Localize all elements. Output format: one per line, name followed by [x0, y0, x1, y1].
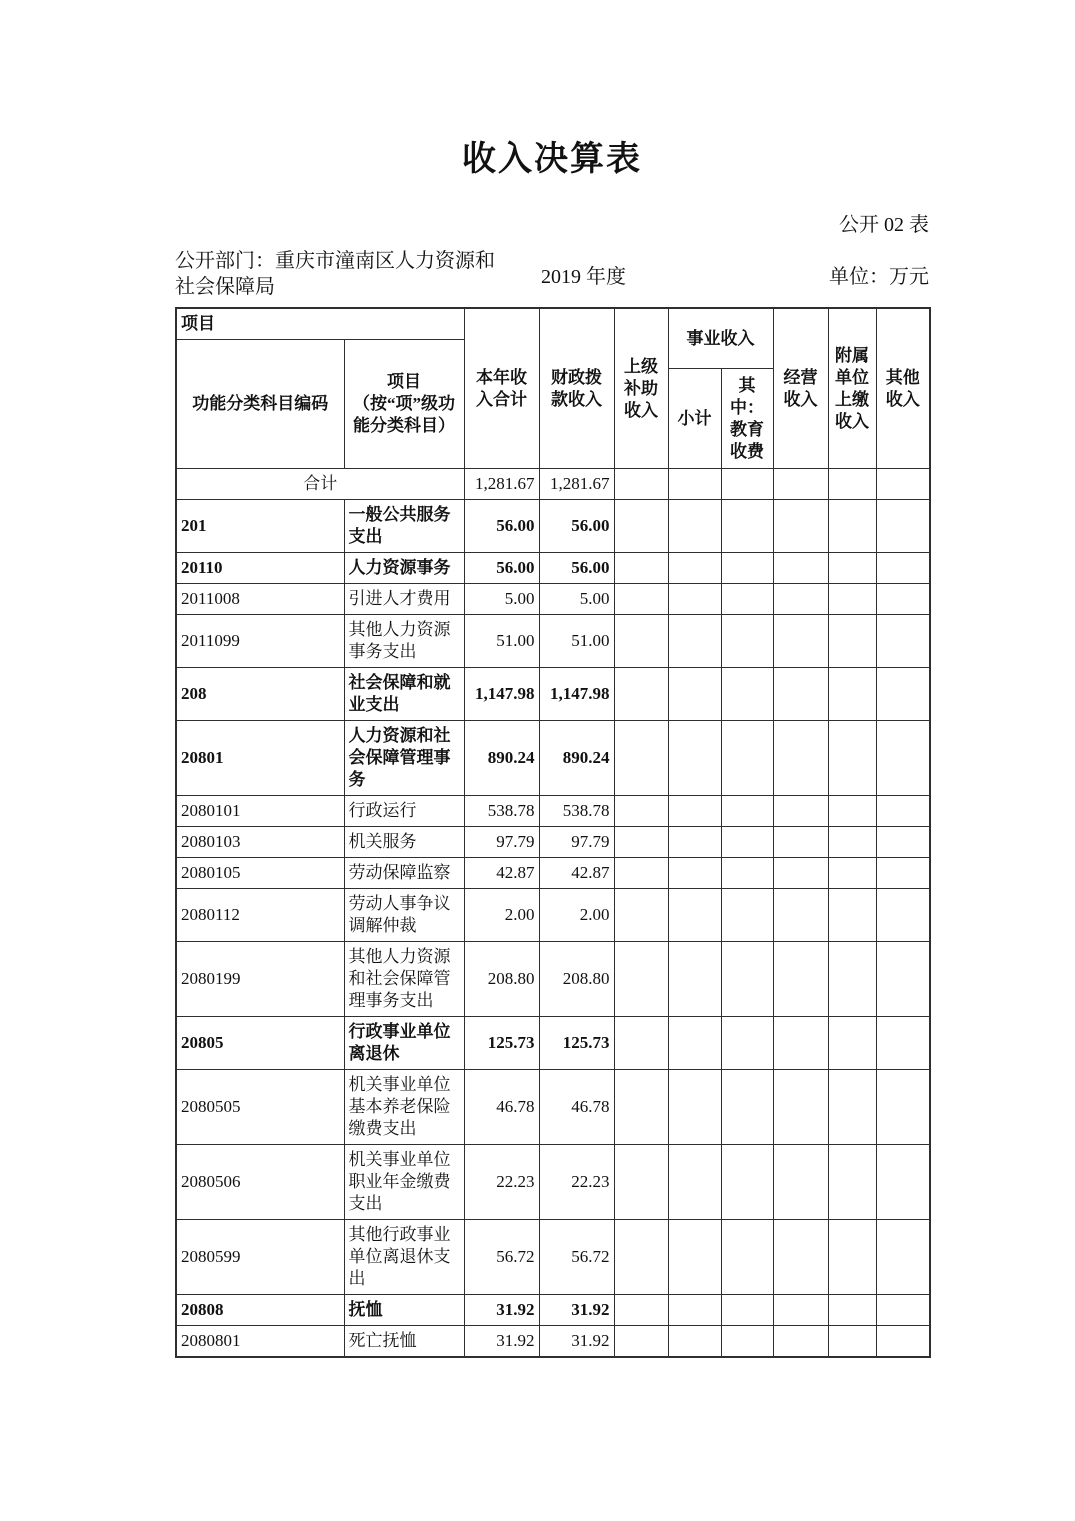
other-income-cell: [876, 1295, 930, 1326]
code-cell: 20808: [176, 1295, 344, 1326]
header-item-name: 项目（按“项”级功能分类科目）: [344, 340, 464, 469]
education-fee-cell: [721, 827, 773, 858]
superior-subsidy-cell: [614, 942, 668, 1017]
operating-income-cell: [773, 1295, 828, 1326]
business-subtotal-cell: [668, 721, 721, 796]
name-cell: 抚恤: [344, 1295, 464, 1326]
other-income-cell: [876, 1070, 930, 1145]
education-fee-cell: [721, 1220, 773, 1295]
name-cell: 劳动人事争议调解仲裁: [344, 889, 464, 942]
affiliated-remit-cell: [828, 858, 876, 889]
code-cell: 2080112: [176, 889, 344, 942]
education-fee-cell: [721, 1295, 773, 1326]
code-cell: 2080103: [176, 827, 344, 858]
document-content: [175, 0, 929, 1358]
education-fee-cell: [721, 889, 773, 942]
name-cell: 行政运行: [344, 796, 464, 827]
fiscal-year-label: 2019 年度: [541, 265, 626, 288]
header-other-income: 其他收入: [876, 308, 930, 469]
fiscal-allocation-cell: 2.00: [539, 889, 614, 942]
operating-income-cell: [773, 942, 828, 1017]
total-income-cell: 51.00: [464, 615, 539, 668]
unit-label: 单位：万元: [829, 265, 929, 288]
other-income-cell: [876, 1145, 930, 1220]
business-subtotal-cell: [668, 615, 721, 668]
name-cell: 机关事业单位职业年金缴费支出: [344, 1145, 464, 1220]
fiscal-allocation-cell: 42.87: [539, 858, 614, 889]
business-subtotal-cell: [668, 1145, 721, 1220]
total-income-cell: 22.23: [464, 1145, 539, 1220]
operating-income-cell: [773, 553, 828, 584]
total-income-cell: 56.00: [464, 500, 539, 553]
other-income-cell: [876, 827, 930, 858]
name-cell: 劳动保障监察: [344, 858, 464, 889]
table-row: [176, 1295, 930, 1326]
header-business-subtotal: 小计: [668, 369, 721, 469]
table-row: [176, 827, 930, 858]
affiliated-remit-cell: [828, 668, 876, 721]
business-subtotal-cell: [668, 889, 721, 942]
code-cell: 201: [176, 500, 344, 553]
affiliated-remit-cell: [828, 1220, 876, 1295]
superior-subsidy-cell: [614, 1326, 668, 1358]
total-income-cell: 1,281.67: [464, 469, 539, 500]
table-row: [176, 942, 930, 1017]
fiscal-allocation-cell: 5.00: [539, 584, 614, 615]
education-fee-cell: [721, 721, 773, 796]
total-income-cell: 125.73: [464, 1017, 539, 1070]
name-cell: 社会保障和就业支出: [344, 668, 464, 721]
affiliated-remit-cell: [828, 796, 876, 827]
total-income-cell: 890.24: [464, 721, 539, 796]
code-cell: 2080105: [176, 858, 344, 889]
other-income-cell: [876, 796, 930, 827]
total-income-cell: 1,147.98: [464, 668, 539, 721]
total-income-cell: 31.92: [464, 1326, 539, 1358]
name-cell: 一般公共服务支出: [344, 500, 464, 553]
table-row: [176, 469, 930, 500]
operating-income-cell: [773, 889, 828, 942]
code-cell: 2011099: [176, 615, 344, 668]
superior-subsidy-cell: [614, 1220, 668, 1295]
table-row: [176, 721, 930, 796]
affiliated-remit-cell: [828, 584, 876, 615]
code-cell: 20801: [176, 721, 344, 796]
table-row: [176, 553, 930, 584]
code-cell: 2080101: [176, 796, 344, 827]
department-label: [175, 248, 533, 300]
education-fee-cell: [721, 469, 773, 500]
department-line2: 社会保障局: [175, 276, 275, 298]
header-superior-subsidy: 上级补助收入: [614, 308, 668, 469]
header-row-1: [176, 308, 930, 340]
fiscal-allocation-cell: 31.92: [539, 1326, 614, 1358]
fiscal-allocation-cell: 208.80: [539, 942, 614, 1017]
superior-subsidy-cell: [614, 889, 668, 942]
superior-subsidy-cell: [614, 1017, 668, 1070]
code-cell: 2011008: [176, 584, 344, 615]
affiliated-remit-cell: [828, 721, 876, 796]
fiscal-allocation-cell: 56.00: [539, 500, 614, 553]
total-income-cell: 56.72: [464, 1220, 539, 1295]
table-row: [176, 796, 930, 827]
superior-subsidy-cell: [614, 796, 668, 827]
business-subtotal-cell: [668, 796, 721, 827]
superior-subsidy-cell: [614, 553, 668, 584]
code-cell: 2080801: [176, 1326, 344, 1358]
education-fee-cell: [721, 668, 773, 721]
other-income-cell: [876, 1326, 930, 1358]
business-subtotal-cell: [668, 1220, 721, 1295]
affiliated-remit-cell: [828, 827, 876, 858]
other-income-cell: [876, 615, 930, 668]
total-income-cell: 538.78: [464, 796, 539, 827]
superior-subsidy-cell: [614, 1295, 668, 1326]
name-cell: 死亡抚恤: [344, 1326, 464, 1358]
education-fee-cell: [721, 1326, 773, 1358]
affiliated-remit-cell: [828, 1017, 876, 1070]
page-title: 收入决算表: [462, 140, 642, 178]
operating-income-cell: [773, 1220, 828, 1295]
affiliated-remit-cell: [828, 1326, 876, 1358]
business-subtotal-cell: [668, 858, 721, 889]
operating-income-cell: [773, 1326, 828, 1358]
education-fee-cell: [721, 1017, 773, 1070]
form-number-label: 公开 02 表: [839, 214, 929, 236]
code-cell: 2080199: [176, 942, 344, 1017]
other-income-cell: [876, 469, 930, 500]
operating-income-cell: [773, 1017, 828, 1070]
education-fee-cell: [721, 500, 773, 553]
header-business-income: 事业收入: [668, 308, 773, 369]
table-row: [176, 1070, 930, 1145]
fiscal-allocation-cell: 890.24: [539, 721, 614, 796]
fiscal-allocation-cell: 31.92: [539, 1295, 614, 1326]
name-cell: 其他人力资源和社会保障管理事务支出: [344, 942, 464, 1017]
operating-income-cell: [773, 721, 828, 796]
other-income-cell: [876, 584, 930, 615]
business-subtotal-cell: [668, 469, 721, 500]
table-row: [176, 1145, 930, 1220]
fiscal-allocation-cell: 1,281.67: [539, 469, 614, 500]
education-fee-cell: [721, 1145, 773, 1220]
affiliated-remit-cell: [828, 500, 876, 553]
business-subtotal-cell: [668, 1326, 721, 1358]
total-income-cell: 46.78: [464, 1070, 539, 1145]
business-subtotal-cell: [668, 827, 721, 858]
code-cell: 2080505: [176, 1070, 344, 1145]
business-subtotal-cell: [668, 584, 721, 615]
total-income-cell: 97.79: [464, 827, 539, 858]
operating-income-cell: [773, 500, 828, 553]
affiliated-remit-cell: [828, 889, 876, 942]
total-income-cell: 31.92: [464, 1295, 539, 1326]
superior-subsidy-cell: [614, 827, 668, 858]
fiscal-allocation-cell: 125.73: [539, 1017, 614, 1070]
other-income-cell: [876, 1017, 930, 1070]
education-fee-cell: [721, 942, 773, 1017]
fiscal-allocation-cell: 46.78: [539, 1070, 614, 1145]
total-income-cell: 5.00: [464, 584, 539, 615]
operating-income-cell: [773, 668, 828, 721]
business-subtotal-cell: [668, 1070, 721, 1145]
total-income-cell: 208.80: [464, 942, 539, 1017]
operating-income-cell: [773, 469, 828, 500]
code-cell: 2080506: [176, 1145, 344, 1220]
table-row: [176, 1220, 930, 1295]
table-row: [176, 500, 930, 553]
table-row: [176, 1326, 930, 1358]
name-cell: 人力资源和社会保障管理事务: [344, 721, 464, 796]
header-affiliated-remit: 附属单位上缴收入: [828, 308, 876, 469]
affiliated-remit-cell: [828, 469, 876, 500]
header-code: 功能分类科目编码: [176, 340, 344, 469]
operating-income-cell: [773, 827, 828, 858]
education-fee-cell: [721, 1070, 773, 1145]
superior-subsidy-cell: [614, 500, 668, 553]
operating-income-cell: [773, 796, 828, 827]
affiliated-remit-cell: [828, 615, 876, 668]
other-income-cell: [876, 668, 930, 721]
code-cell: 2080599: [176, 1220, 344, 1295]
affiliated-remit-cell: [828, 1145, 876, 1220]
other-income-cell: [876, 721, 930, 796]
other-income-cell: [876, 858, 930, 889]
business-subtotal-cell: [668, 1295, 721, 1326]
affiliated-remit-cell: [828, 1295, 876, 1326]
affiliated-remit-cell: [828, 942, 876, 1017]
operating-income-cell: [773, 1070, 828, 1145]
header-item: 项目: [176, 308, 464, 340]
revenue-table: [175, 307, 931, 1358]
fiscal-allocation-cell: 538.78: [539, 796, 614, 827]
name-cell: 人力资源事务: [344, 553, 464, 584]
superior-subsidy-cell: [614, 858, 668, 889]
table-row: [176, 858, 930, 889]
business-subtotal-cell: [668, 1017, 721, 1070]
table-row: [176, 1017, 930, 1070]
business-subtotal-cell: [668, 553, 721, 584]
education-fee-cell: [721, 858, 773, 889]
education-fee-cell: [721, 584, 773, 615]
other-income-cell: [876, 500, 930, 553]
other-income-cell: [876, 942, 930, 1017]
header-fiscal-allocation: 财政拨款收入: [539, 308, 614, 469]
operating-income-cell: [773, 1145, 828, 1220]
header-operating-income: 经营收入: [773, 308, 828, 469]
superior-subsidy-cell: [614, 584, 668, 615]
fiscal-allocation-cell: 51.00: [539, 615, 614, 668]
code-cell: 20110: [176, 553, 344, 584]
department-line1: 公开部门：重庆市潼南区人力资源和: [175, 250, 495, 272]
operating-income-cell: [773, 584, 828, 615]
business-subtotal-cell: [668, 668, 721, 721]
affiliated-remit-cell: [828, 553, 876, 584]
business-subtotal-cell: [668, 500, 721, 553]
fiscal-allocation-cell: 1,147.98: [539, 668, 614, 721]
total-income-cell: 42.87: [464, 858, 539, 889]
name-cell: 其他行政事业单位离退休支出: [344, 1220, 464, 1295]
code-cell: 208: [176, 668, 344, 721]
superior-subsidy-cell: [614, 668, 668, 721]
code-cell: 20805: [176, 1017, 344, 1070]
fiscal-allocation-cell: 22.23: [539, 1145, 614, 1220]
row-label-total: 合计: [176, 469, 464, 500]
affiliated-remit-cell: [828, 1070, 876, 1145]
superior-subsidy-cell: [614, 1145, 668, 1220]
meta-row: [175, 248, 929, 300]
education-fee-cell: [721, 553, 773, 584]
operating-income-cell: [773, 858, 828, 889]
education-fee-cell: [721, 796, 773, 827]
education-fee-cell: [721, 615, 773, 668]
total-income-cell: 2.00: [464, 889, 539, 942]
header-education-fee: 其中：教育收费: [721, 369, 773, 469]
table-body: [176, 469, 930, 1358]
name-cell: 机关服务: [344, 827, 464, 858]
fiscal-allocation-cell: 97.79: [539, 827, 614, 858]
superior-subsidy-cell: [614, 1070, 668, 1145]
name-cell: 引进人才费用: [344, 584, 464, 615]
total-income-cell: 56.00: [464, 553, 539, 584]
name-cell: 其他人力资源事务支出: [344, 615, 464, 668]
other-income-cell: [876, 1220, 930, 1295]
table-header: [176, 308, 930, 469]
fiscal-allocation-cell: 56.00: [539, 553, 614, 584]
other-income-cell: [876, 889, 930, 942]
superior-subsidy-cell: [614, 469, 668, 500]
name-cell: 机关事业单位基本养老保险缴费支出: [344, 1070, 464, 1145]
name-cell: 行政事业单位离退休: [344, 1017, 464, 1070]
superior-subsidy-cell: [614, 721, 668, 796]
superior-subsidy-cell: [614, 615, 668, 668]
operating-income-cell: [773, 615, 828, 668]
fiscal-allocation-cell: 56.72: [539, 1220, 614, 1295]
table-row: [176, 668, 930, 721]
table-row: [176, 615, 930, 668]
other-income-cell: [876, 553, 930, 584]
business-subtotal-cell: [668, 942, 721, 1017]
table-row: [176, 889, 930, 942]
header-total-income: 本年收入合计: [464, 308, 539, 469]
table-row: [176, 584, 930, 615]
